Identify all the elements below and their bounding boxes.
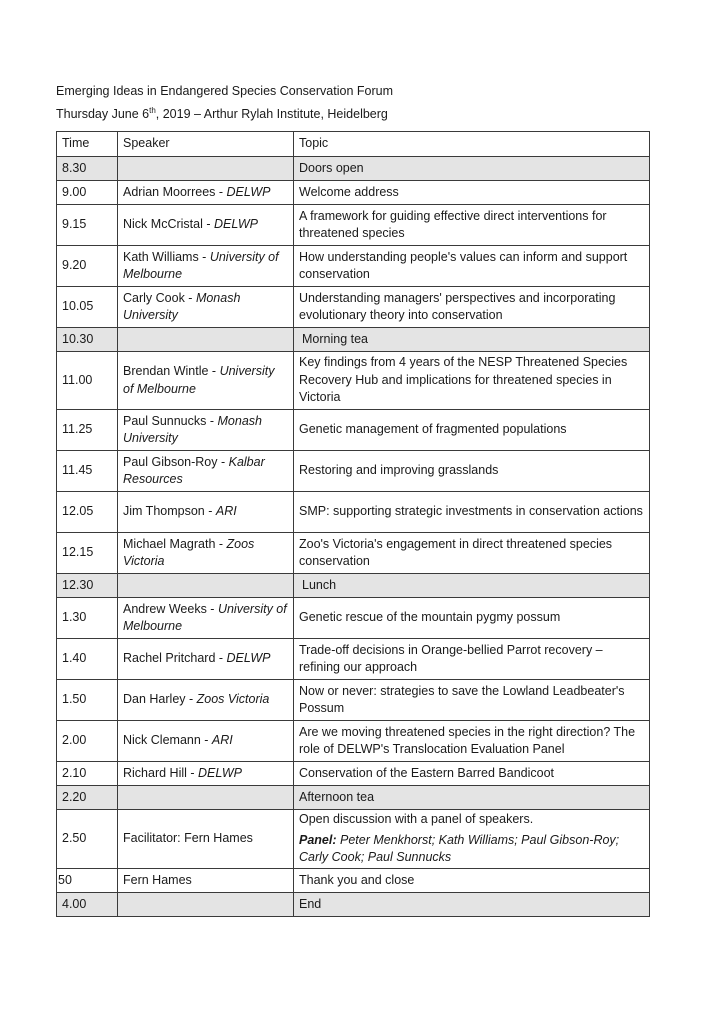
speaker-cell xyxy=(118,810,294,869)
table-row xyxy=(57,869,650,893)
time-cell: 9.20 xyxy=(57,246,118,287)
speaker-affiliation: Zoos Victoria xyxy=(196,692,270,707)
table-row xyxy=(57,533,650,574)
speaker-affiliation: ARI xyxy=(211,733,233,748)
time-cell: 10.05 xyxy=(57,287,118,328)
table-row xyxy=(57,287,650,328)
topic-cell: Zoo's Victoria's engagement in direct threatened species conservation xyxy=(294,533,650,574)
table-row xyxy=(57,451,650,492)
table-row xyxy=(57,246,650,287)
topic-cell: Are we moving threatened species in the right direction? The role of DELWP's Translocation Evaluation Panel xyxy=(294,721,650,762)
topic-cell: Morning tea xyxy=(294,328,650,352)
topic-cell: Welcome address xyxy=(294,181,650,205)
table-row xyxy=(57,328,650,352)
time-cell: 8.30 xyxy=(57,157,118,181)
topic-cell: Doors open xyxy=(294,157,650,181)
speaker-cell xyxy=(118,574,294,598)
topic-cell: How understanding people's values can inform and support conservation xyxy=(294,246,650,287)
speaker-cell xyxy=(118,533,294,574)
panel-list xyxy=(299,832,644,867)
topic-cell: Trade-off decisions in Orange-bellied Parrot recovery – refining our approach xyxy=(294,639,650,680)
date-suffix: , 2019 – Arthur Rylah Institute, Heidelberg xyxy=(155,107,388,122)
topic-cell: Lunch xyxy=(294,574,650,598)
table-row xyxy=(57,680,650,721)
speaker-cell xyxy=(118,639,294,680)
table-row xyxy=(57,205,650,246)
topic-cell: Genetic management of fragmented populations xyxy=(294,410,650,451)
speaker-cell xyxy=(118,786,294,810)
topic-cell xyxy=(294,810,650,869)
time-cell: 2.20 xyxy=(57,786,118,810)
time-cell: 11.45 xyxy=(57,451,118,492)
time-cell: 12.15 xyxy=(57,533,118,574)
table-row xyxy=(57,492,650,533)
table-row xyxy=(57,810,650,869)
time-cell: 1.40 xyxy=(57,639,118,680)
time-cell: 1.50 xyxy=(57,680,118,721)
speaker-affiliation: University of Melbourne xyxy=(123,364,275,396)
time-cell: 2.00 xyxy=(57,721,118,762)
topic-cell: Key findings from 4 years of the NESP Threatened Species Recovery Hub and implications for threatened species in Victoria xyxy=(294,352,650,410)
table-header-row xyxy=(57,132,650,157)
speaker-name: Paul Sunnucks - xyxy=(123,413,218,428)
agenda-table xyxy=(56,131,650,917)
forum-date-location xyxy=(56,101,393,124)
topic-cell: SMP: supporting strategic investments in conservation actions xyxy=(294,492,650,533)
time-cell: 11.25 xyxy=(57,410,118,451)
time-cell: 12.30 xyxy=(57,574,118,598)
table-row xyxy=(57,721,650,762)
speaker-name: Michael Magrath - xyxy=(123,536,227,551)
speaker-name: Paul Gibson-Roy - xyxy=(123,454,229,469)
speaker-cell xyxy=(118,893,294,917)
topic-cell: End xyxy=(294,893,650,917)
speaker-cell xyxy=(118,205,294,246)
speaker-name: Fern Hames xyxy=(123,872,192,887)
table-row xyxy=(57,181,650,205)
topic-cell: A framework for guiding effective direct interventions for threatened species xyxy=(294,205,650,246)
time-cell: 10.30 xyxy=(57,328,118,352)
speaker-affiliation: ARI xyxy=(215,504,237,519)
time-cell: 12.05 xyxy=(57,492,118,533)
time-cell: 4.00 xyxy=(57,893,118,917)
speaker-name: Brendan Wintle - xyxy=(123,364,220,378)
speaker-cell xyxy=(118,181,294,205)
speaker-affiliation: Monash University xyxy=(123,413,262,445)
speaker-affiliation: University of Melbourne xyxy=(123,601,287,633)
speaker-cell xyxy=(118,680,294,721)
speaker-cell xyxy=(118,451,294,492)
speaker-affiliation: DELWP xyxy=(198,765,243,780)
table-row xyxy=(57,574,650,598)
time-cell: 2.10 xyxy=(57,762,118,786)
time-cell: 11.00 xyxy=(57,352,118,410)
speaker-cell xyxy=(118,246,294,287)
table-row xyxy=(57,762,650,786)
date-prefix: Thursday June 6 xyxy=(56,107,150,122)
topic-cell: Thank you and close xyxy=(294,869,650,893)
speaker-affiliation: DELWP xyxy=(226,184,271,199)
document-header xyxy=(56,82,393,124)
speaker-affiliation: Kalbar Resources xyxy=(123,454,265,486)
speaker-cell xyxy=(118,598,294,639)
speaker-name: Facilitator: Fern Hames xyxy=(123,831,253,846)
speaker-affiliation: DELWP xyxy=(213,217,258,232)
speaker-name: Dan Harley - xyxy=(123,692,197,707)
speaker-cell xyxy=(118,157,294,181)
speaker-cell xyxy=(118,762,294,786)
speaker-name: Andrew Weeks - xyxy=(123,601,218,616)
table-row xyxy=(57,598,650,639)
speaker-name: Nick Clemann - xyxy=(123,733,212,748)
speaker-name: Jim Thompson - xyxy=(123,504,216,519)
speaker-name: Richard Hill - xyxy=(123,765,199,780)
speaker-affiliation: DELWP xyxy=(226,651,271,666)
topic-cell: Restoring and improving grasslands xyxy=(294,451,650,492)
speaker-name: Rachel Pritchard - xyxy=(123,651,227,666)
table-row xyxy=(57,410,650,451)
speaker-cell xyxy=(118,869,294,893)
speaker-name: Kath Williams - xyxy=(123,249,210,264)
topic-cell: Conservation of the Eastern Barred Bandicoot xyxy=(294,762,650,786)
speaker-affiliation: Monash University xyxy=(123,290,241,322)
time-cell: 50 xyxy=(57,869,118,893)
topic-cell: Understanding managers' perspectives and incorporating evolutionary theory into conservation xyxy=(294,287,650,328)
time-cell: 2.50 xyxy=(57,810,118,869)
panel-intro: Open discussion with a panel of speakers. xyxy=(299,812,534,827)
speaker-cell xyxy=(118,287,294,328)
time-cell: 9.00 xyxy=(57,181,118,205)
speaker-name: Carly Cook - xyxy=(123,290,196,305)
time-cell: 9.15 xyxy=(57,205,118,246)
table-row xyxy=(57,639,650,680)
speaker-cell xyxy=(118,328,294,352)
table-row xyxy=(57,893,650,917)
column-header-time: Time xyxy=(57,132,118,157)
speaker-affiliation: Zoos Victoria xyxy=(123,536,255,568)
speaker-name: Nick McCristal - xyxy=(123,217,214,232)
panel-names: Peter Menkhorst; Kath Williams; Paul Gibson-Roy; Carly Cook; Paul Sunnucks xyxy=(299,832,620,865)
speaker-name: Adrian Moorrees - xyxy=(123,184,227,199)
table-row xyxy=(57,786,650,810)
speaker-cell xyxy=(118,410,294,451)
topic-cell: Genetic rescue of the mountain pygmy possum xyxy=(294,598,650,639)
topic-cell: Now or never: strategies to save the Lowland Leadbeater's Possum xyxy=(294,680,650,721)
time-cell: 1.30 xyxy=(57,598,118,639)
date-superscript: th xyxy=(149,106,156,115)
column-header-topic: Topic xyxy=(294,132,650,157)
column-header-speaker: Speaker xyxy=(118,132,294,157)
speaker-cell xyxy=(118,352,294,410)
speaker-cell xyxy=(118,721,294,762)
topic-cell: Afternoon tea xyxy=(294,786,650,810)
speaker-cell xyxy=(118,492,294,533)
panel-label: Panel: xyxy=(299,832,337,847)
speaker-affiliation: University of Melbourne xyxy=(123,249,279,281)
table-row xyxy=(57,352,650,410)
forum-title: Emerging Ideas in Endangered Species Conservation Forum xyxy=(56,84,393,98)
table-row xyxy=(57,157,650,181)
